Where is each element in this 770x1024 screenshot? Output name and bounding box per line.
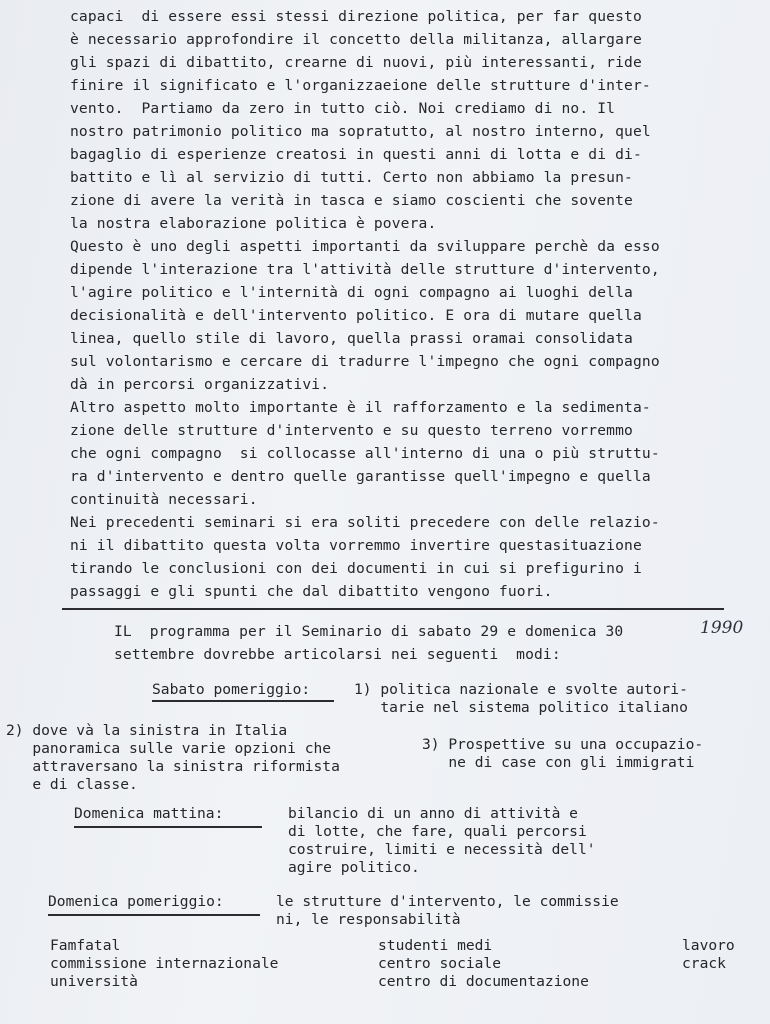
- body-line: passaggi e gli spunti che dal dibattito vengono fuori.: [70, 583, 553, 600]
- structure-item: crack: [682, 955, 726, 972]
- body-line: continuità necessari.: [70, 491, 258, 508]
- body-line: linea, quello stile di lavoro, quella prassi oramai consolidata: [70, 330, 633, 347]
- body-line: che ogni compagno si collocasse all'interno di una o più struttu-: [70, 445, 660, 462]
- structure-item: commissione internazionale: [50, 955, 279, 972]
- body-line: dà in percorsi organizzativi.: [70, 376, 330, 393]
- body-line: Nei precedenti seminari si era soliti precedere con delle relazio-: [70, 514, 660, 531]
- sabato-item-1-line: 1) politica nazionale e svolte autori-: [354, 681, 688, 698]
- sabato-heading: Sabato pomeriggio:: [152, 681, 311, 698]
- body-line: decisionalità e dell'intervento politico. E ora di mutare quella: [70, 307, 642, 324]
- heading-underline: [74, 826, 262, 828]
- body-line: bagaglio di esperienze creatosi in questi anni di lotta e di di-: [70, 146, 642, 163]
- structure-item: centro di documentazione: [378, 973, 589, 990]
- sabato-item-1-line: tarie nel sistema politico italiano: [354, 699, 688, 716]
- body-line: capaci di essere essi stessi direzione politica, per far questo: [70, 8, 642, 25]
- body-line: sul volontarismo e cercare di tradurre l'impegno che ogni compagno: [70, 353, 660, 370]
- body-line: Altro aspetto molto importante è il rafforzamento e la sedimenta-: [70, 399, 651, 416]
- body-line: zione delle strutture d'intervento e su questo terreno vorremmo: [70, 422, 633, 439]
- program-intro-line: IL programma per il Seminario di sabato 29 e domenica 30: [114, 623, 624, 640]
- body-line: finire il significato e l'organizzaeione delle strutture d'inter-: [70, 77, 651, 94]
- sabato-item-3-line: 3) Prospettive su una occupazio-: [422, 736, 704, 753]
- body-line: dipende l'interazione tra l'attività delle strutture d'intervento,: [70, 261, 660, 278]
- domenica-mattina-line: bilancio di un anno di attività e: [288, 805, 578, 822]
- heading-underline: [152, 700, 334, 702]
- structure-item: lavoro: [682, 937, 735, 954]
- body-line: gli spazi di dibattito, crearne di nuovi, più interessanti, ride: [70, 54, 642, 71]
- domenica-mattina-line: di lotte, che fare, quali percorsi: [288, 823, 587, 840]
- sabato-item-3-line: ne di case con gli immigrati: [422, 754, 695, 771]
- domenica-pomeriggio-line: ni, le responsabilità: [276, 911, 461, 928]
- sabato-item-2-line: e di classe.: [6, 776, 138, 793]
- sabato-item-2-line: 2) dove và la sinistra in Italia: [6, 722, 288, 739]
- domenica-mattina-line: costruire, limiti e necessità dell': [288, 841, 596, 858]
- structure-item: università: [50, 973, 138, 990]
- body-line: tirando le conclusioni con dei documenti in cui si prefigurino i: [70, 560, 642, 577]
- domenica-pomeriggio-heading: Domenica pomeriggio:: [48, 893, 224, 910]
- program-intro-line: settembre dovrebbe articolarsi nei seguenti modi:: [114, 646, 561, 663]
- sabato-item-2-line: attraversano la sinistra riformista: [6, 758, 340, 775]
- domenica-mattina-line: agire politico.: [288, 859, 420, 876]
- body-line: zione di avere la verità in tasca e siamo coscienti che sovente: [70, 192, 633, 209]
- structure-item: Famfatal: [50, 937, 121, 954]
- structure-item: centro sociale: [378, 955, 502, 972]
- domenica-pomeriggio-line: le strutture d'intervento, le commissie: [276, 893, 619, 910]
- handwritten-year: 1990: [700, 618, 744, 638]
- body-line: nostro patrimonio politico ma sopratutto, al nostro interno, quel: [70, 123, 651, 140]
- body-line: è necessario approfondire il concetto della militanza, allargare: [70, 31, 642, 48]
- structure-item: studenti medi: [378, 937, 493, 954]
- body-line: ra d'intervento e dentro quelle garantisse quell'impegno e quella: [70, 468, 651, 485]
- body-line: la nostra elaborazione politica è povera.: [70, 215, 437, 232]
- heading-underline: [48, 914, 260, 916]
- body-line: vento. Partiamo da zero in tutto ciò. Noi crediamo di no. Il: [70, 100, 616, 117]
- section-divider: [62, 608, 724, 610]
- sabato-item-2-line: panoramica sulle varie opzioni che: [6, 740, 332, 757]
- body-line: l'agire politico e l'internità di ogni compagno ai luoghi della: [70, 284, 633, 301]
- body-line: ni il dibattito questa volta vorremmo invertire questasituazione: [70, 537, 642, 554]
- domenica-mattina-heading: Domenica mattina:: [74, 805, 224, 822]
- body-line: Questo è uno degli aspetti importanti da sviluppare perchè da esso: [70, 238, 660, 255]
- body-line: battito e lì al servizio di tutti. Certo non abbiamo la presun-: [70, 169, 633, 186]
